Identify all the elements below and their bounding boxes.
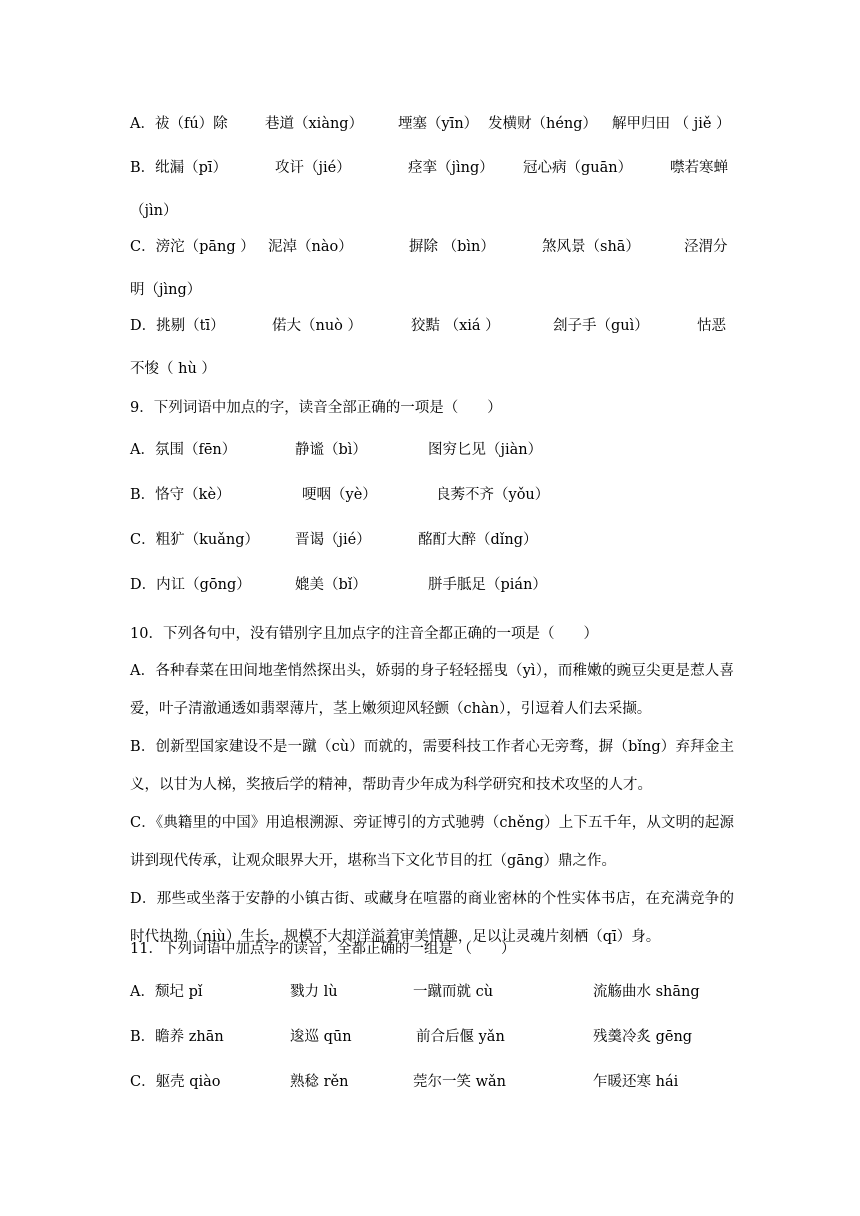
q9-c-word-1: C．粗犷（kuǎng） bbox=[130, 532, 259, 548]
q8-a-word-4: 发横财（héng） bbox=[488, 116, 598, 132]
q9-a-word-1: A．氛围（fēn） bbox=[130, 442, 237, 458]
q11-c-word-3: 莞尔一笑 wǎn bbox=[413, 1074, 507, 1090]
q8-c-cont-text: 明（jìng） bbox=[130, 282, 202, 298]
q8-a-word-2: 巷道（xiàng） bbox=[265, 116, 364, 132]
q8-c-word-4: 煞风景（shā） bbox=[542, 239, 640, 255]
q11-c-word-2: 熟稔 rěn bbox=[290, 1074, 349, 1090]
q8-b-word-1: B．纰漏（pī） bbox=[130, 160, 228, 176]
q9-a-word-3: 图穷匕见（jiàn） bbox=[428, 442, 543, 458]
q8-a-word-1: A．祓（fú）除 bbox=[130, 116, 228, 132]
q8-b-word-4: 冠心病（guān） bbox=[523, 160, 633, 176]
q10-option-b: B．创新型国家建设不是一蹴（cù）而就的，需要科技工作者心无旁骛，摒（bǐng）弃拜金主义，以甘为人梯，奖掖后学的精神，帮助青少年成为科学研究和技术攻坚的人才。 bbox=[130, 739, 734, 793]
q8-b-cont-text: （jìn） bbox=[130, 203, 178, 219]
q8-c-word-5: 泾渭分 bbox=[684, 239, 728, 255]
q9-b-word-2: 哽咽（yè） bbox=[302, 487, 377, 503]
q11-a-word-1: A．颓圮 pǐ bbox=[130, 984, 203, 1000]
q8-a-word-5: 解甲归田 （ jiě ） bbox=[612, 116, 731, 132]
q9-a-word-2: 静谧（bì） bbox=[295, 442, 367, 458]
q9-stem-text: 9．下列词语中加点的字，读音全部正确的一项是（ ） bbox=[130, 400, 502, 416]
q9-c-word-3: 酩酊大醉（dǐng） bbox=[418, 532, 538, 548]
q11-b-word-2: 逡巡 qūn bbox=[290, 1029, 352, 1045]
q8-d-word-4: 刽子手（guì） bbox=[553, 318, 649, 334]
q8-d-word-1: D．挑剔（tī） bbox=[130, 318, 225, 334]
q8-c-word-2: 泥淖（nào） bbox=[268, 239, 353, 255]
q8-b-word-2: 攻讦（jié） bbox=[275, 160, 351, 176]
q11-c-word-4: 乍暖还寒 hái bbox=[593, 1074, 679, 1090]
q9-c-word-2: 晋谒（jié） bbox=[295, 532, 371, 548]
q8-d-word-2: 偌大（nuò ） bbox=[272, 318, 363, 334]
q11-a-word-2: 戮力 lù bbox=[290, 984, 338, 1000]
q8-d-word-3: 狡黠 （xiá ） bbox=[411, 318, 500, 334]
q9-b-word-3: 良莠不齐（yǒu） bbox=[436, 487, 550, 503]
q8-c-word-3: 摒除 （bìn） bbox=[409, 239, 495, 255]
q11-b-word-4: 残羹冷炙 gēng bbox=[593, 1029, 693, 1045]
q8-d-word-5: 怙恶 bbox=[697, 318, 726, 334]
q9-b-word-1: B．恪守（kè） bbox=[130, 487, 231, 503]
q8-a-word-3: 堙塞（yīn） bbox=[398, 116, 479, 132]
q11-a-word-4: 流觞曲水 shāng bbox=[593, 984, 700, 1000]
q9-d-word-3: 胼手胝足（pián） bbox=[428, 577, 547, 593]
q11-b-word-1: B．瞻养 zhān bbox=[130, 1029, 224, 1045]
q10-option-c: C．《典籍里的中国》用追根溯源、旁证博引的方式驰骋（chěng）上下五千年，从文明的起源讲到现代传承，让观众眼界大开，堪称当下文化节目的扛（gāng）鼎之作。 bbox=[130, 815, 734, 869]
q10-stem-text: 10．下列各句中，没有错别字且加点字的注音全都正确的一项是（ ） bbox=[130, 626, 598, 642]
q9-d-word-2: 媲美（bǐ） bbox=[295, 577, 367, 593]
q8-d-cont-text: 不悛（ hù ） bbox=[130, 361, 216, 377]
q8-c-word-1: C．滂沱（pāng ） bbox=[130, 239, 255, 255]
q11-a-word-3: 一蹴而就 cù bbox=[413, 984, 494, 1000]
q10-option-d: D．那些或坐落于安静的小镇古街、或藏身在喧嚣的商业密林的个性实体书店，在充满竞争的时代执拗（niù）生长，规模不大却洋溢着审美情趣，足以让灵魂片刻栖（qī）身。 bbox=[130, 891, 734, 945]
q8-b-word-5: 噤若寒蝉 bbox=[670, 160, 728, 176]
q10-option-a: A．各种春菜在田间地垄悄然探出头，娇弱的身子轻轻摇曳（yì），而稚嫩的豌豆尖更是惹人喜爱，叶子清澈通透如翡翠薄片，茎上嫩须迎风轻颤（chàn），引逗着人们去采撷。 bbox=[130, 663, 734, 717]
q8-b-word-3: 痉挛（jìng） bbox=[408, 160, 494, 176]
q11-stem-text: 11．下列词语中加点字的读音，全都正确的一组是 （ ） bbox=[130, 941, 516, 957]
q11-b-word-3: 前合后偃 yǎn bbox=[416, 1029, 505, 1045]
q11-c-word-1: C．躯壳 qiào bbox=[130, 1074, 221, 1090]
q9-d-word-1: D．内讧（gōng） bbox=[130, 577, 251, 593]
